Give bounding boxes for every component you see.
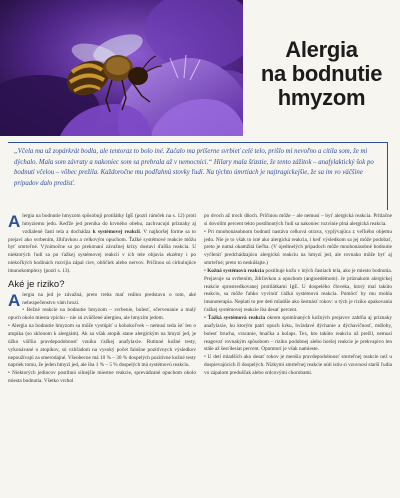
continuation-paragraph: po dvoch až troch dňoch. Príčinou môže – ale nemusí – byť alergická reakcia. Prítlačne si dovolím percent tekto postihnutých ľudí sa nakoniec rozvinie plná alergická reakcia.	[204, 213, 392, 227]
section-heading: Aké je riziko?	[8, 278, 65, 290]
article-title	[243, 38, 400, 110]
left-bullet-2: • Alergia na bodnutie hmyzom sa môže vystúpiť u kohokoľvek – nemusí teda ísť len o atopika (so sklonom k alergiám). Ak sa však atopik stane alergickým na hmyzí jed, je úžko väčšia pravdepodobnosť vzniku ťažkej anafylaxie. Rutinné kožné testy, vykonávané u atopikov, sú vzhľadom na vysoký počet falošne pozitívnych výsledkov nepoužívajú za smerodajné. Všeobecne má 10 % – 30 % dospelých pozitívne kožné testy napriek tomu, že jeden hmyzí jed, ale iba 1 % – 5 % dospelých má systémovú reakciu.	[8, 323, 196, 369]
dropcap-section: A	[8, 290, 21, 310]
dropcap-intro: A	[8, 212, 21, 231]
right-bullet-4: • U detí mladších ako desať rokov je menšia pravdepodobnosť smrteľnej reakcie než u dospievajúcich či dospelých. Nízkymi smrteľnej reakcie núti istiu si vzuvnosí starší ľudia vo zápalom preduščak alebo srdcovými chorobami.	[204, 354, 392, 376]
title-line-2: na bodnutie	[260, 61, 383, 86]
right-bullet-2: • Kožná systémová reakcia postihuje kožu v iných častiach tela, ako je miesto bodnutia. Prejavuje sa svrbením, žihľavkou a opuchom (angioedémom). Je príznakom alergickej reakcie sprostredkovanej protilátkami IgE. U dospelého človeka, ktorý mal takúto reakciu, sa môže ľahko vyvinúť ťažká systémová reakcia. Pomôcť by mu mohla imunoterapia. Neplatí to pre deti mladšie ako šestnásť rokov: u tých je riziko opakovania ťažkej systémovej reakcie iba desať percent.	[204, 267, 392, 314]
bee-photo	[0, 0, 243, 136]
title-line-1: Alergia	[285, 37, 358, 62]
right-column	[204, 213, 392, 378]
right-bullet-3: • Ťažká systémová reakcia okrem spomínaných kožných prejavov zahŕňa aj príznaky anafylaxie, ku ktorým patrí opuch krku, hvízdavé dýchanie a dýchavičnosť, mdloby, bolesť brucha, vracanie, hnačka a kolaps. Tex, kto takúto reakciu už prežil, nemusí reagovať rovnakým spôsobom – riziko podobnej alebo horšej reakcie je prekvapivo len stále až šesťdesiat percent. Opomtorí je však namieste.	[204, 314, 392, 353]
left-column	[8, 213, 196, 386]
section-text: lergia na jed je závažná, preto treba mať reálnu predstavu o tom, aké nebezpečenstvo vám hrozí.	[22, 291, 196, 306]
right-bullet-1: • Pri mnohonásobnom bodnutí nastáva celková otrava, vyplývajúca z veľkého objemu jedu. Nie je to však to isté ako alergická reakcia, i keď výsledkom sa jej môže podobať, preto je nutná okamžitá liečba. (V ojedinelých prípadoch môže mnohonásobné bodnutie vyčleniť predchádzajúcu alergickú reakciu na hmyzí jed, ale rovnako môže byť aj smrteľné; preto to neskúšajte.)	[204, 228, 392, 267]
bold-term: k systémovej reakcii	[92, 228, 140, 235]
bee-on-flower-illustration	[0, 0, 243, 136]
left-bullet-1: • Bežné reakcie na bodnutie hmyzom – svrbenie, bolesť, sčervenanie a malý opuch okolo miesta vpichu – nie sú zväčšené alergiou, ale hmyzím jedom.	[8, 307, 197, 322]
left-bullet-3: • Niektorých jedincov postihnú silnejšie miestne reakcie, sprevádzané opuchom okolo miesta bodnutia. Všetko vrchol	[8, 370, 196, 385]
bold-term: Kožná systémová reakcia	[207, 267, 265, 274]
intro-quote: „Včela ma už zopárkrát bodla, ale tentoraz to bolo iné. Začalo ma príšerne svrbieť celé telo, prišlo mi nevoľno a cítila som, že mi dýchalo. Mala som závraty a nakoniec som sa prebrala až v nemocnici.“ Hilary mala šťastie, že tento zážitok – anafylaktický šok po bodnutí včelou – vôbec prežila. Každoročne mu podľahnú stovky ľudí. Na týchto úmrtiach je najtragickejšie, že sa im vo väčšine prípadov dalo predísť.	[14, 148, 374, 187]
intro-paragraph	[8, 213, 196, 276]
bold-term: Ťažká systémová reakcia	[207, 314, 266, 321]
intro-text: lergia na bodnutie hmyzom spôsobuji protilátky IgE (pozri rámček na s. 12) proti hmyziemu jedu. Keďže jed prenikа do krvného obehu, zachvacujú príznaky aj vzdialené časti tela a dochádza k systémovej reakcii. V najhoršej forme sa to prejaví ako svrbenim, žihľavkou a celkovým opuchom. Ťažké systémové reakcie môžu byť smrteľné. Výnimočne sa po prekonaní závažnej krízy dostaví ďalšia reakcia. U niektorých ľudí sa po ťažkej systémovej reakcii v ich tele objavia ekzémy i po niekoľkých hodinách rozvijia zápal ciev, obličiek alebo nervov. Príčinou sú cirkulujúce imunokomplexy (pozri s. 13).	[8, 213, 196, 274]
title-line-3: hmyzom	[277, 85, 366, 110]
intro-quote-box	[8, 142, 388, 210]
section-paragraph	[8, 292, 196, 308]
